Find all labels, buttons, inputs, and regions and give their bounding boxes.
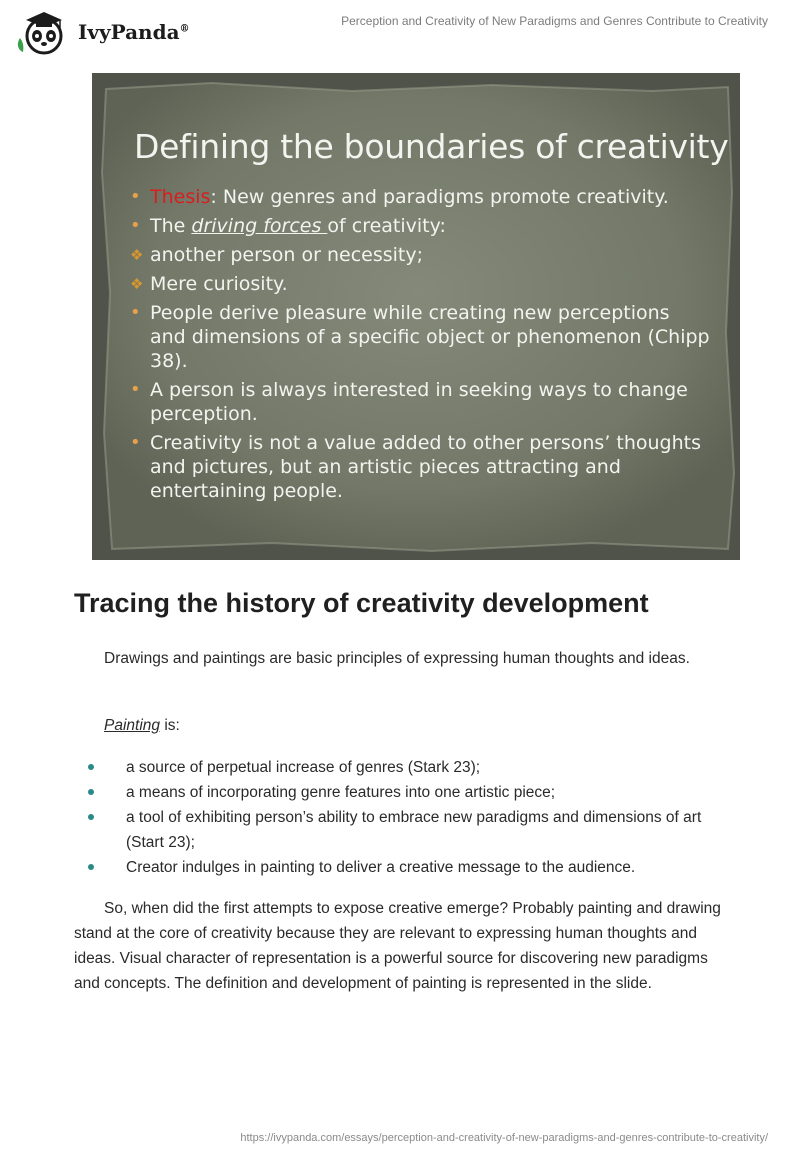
slide-item-creativity-value: • Creativity is not a value added to other persons’ thoughts and pictures, but an artistic pieces attracting and entertaining people. <box>130 432 702 502</box>
slide-subitem-curiosity: ❖ Mere curiosity. <box>130 273 288 295</box>
bullet-dot-icon: • <box>130 215 141 236</box>
slide-subitem-necessity: ❖ another person or necessity; <box>130 244 424 266</box>
bullet-dot-icon: • <box>130 186 141 207</box>
slide-item-thesis: • Thesis: New genres and paradigms promote creativity. <box>130 186 669 208</box>
slide-title: Defining the boundaries of creativity <box>134 127 729 166</box>
bullet-icon <box>88 864 94 870</box>
bullet-icon <box>88 814 94 820</box>
paragraph-history: So, when did the first attempts to expose creative emerge? Probably painting and drawing stand at the core of creativity because they are relevant to expressing human thoughts and ideas. Visual character of representation is a powerful source for discovering new paradigms and concepts. The definition and development of painting is represented in the slide. <box>74 900 721 992</box>
logo-text: IvyPanda® <box>78 20 190 44</box>
driving-forces-term: driving forces <box>191 215 328 237</box>
list-item: Creator indulges in painting to deliver a creative message to the audience. <box>74 855 734 880</box>
list-item: a source of perpetual increase of genres (Stark 23); <box>74 755 734 780</box>
page-title: Perception and Creativity of New Paradigms and Genres Contribute to Creativity <box>341 14 768 28</box>
diamond-bullet-icon: ❖ <box>130 275 144 293</box>
slide-item-pleasure: • People derive pleasure while creating new perceptions and dimensions of a specific object or phenomenon (Chipp 38). <box>130 302 710 372</box>
site-header <box>0 0 800 62</box>
bullet-dot-icon: • <box>130 379 141 400</box>
leaf-icon <box>18 38 24 52</box>
slide-item-interest: • A person is always interested in seeking ways to change perception. <box>130 379 688 425</box>
bullet-dot-icon: • <box>130 302 141 323</box>
diamond-bullet-icon: ❖ <box>130 246 144 264</box>
bullet-dot-icon: • <box>130 432 141 453</box>
paragraph-painting-is: Painting is: <box>104 717 180 734</box>
bullet-icon <box>88 789 94 795</box>
painting-bullet-list <box>74 755 734 880</box>
section-heading: Tracing the history of creativity development <box>74 588 649 618</box>
paragraph-intro: Drawings and paintings are basic principles of expressing human thoughts and ideas. <box>104 650 690 667</box>
slide-bullet-list <box>130 185 710 508</box>
list-item: a tool of exhibiting person’s ability to embrace new paradigms and dimensions of art (Start 23); <box>74 805 734 855</box>
source-url[interactable]: https://ivypanda.com/essays/perception-and-creativity-of-new-paradigms-and-genres-contribute-to-creativity/ <box>240 1132 768 1144</box>
panda-logo-icon <box>14 8 74 58</box>
painting-term: Painting <box>104 717 161 734</box>
ivypanda-logo[interactable] <box>14 8 204 58</box>
list-item: a means of incorporating genre features into one artistic piece; <box>74 780 734 805</box>
thesis-label: Thesis <box>150 186 211 208</box>
presentation-slide <box>92 73 740 560</box>
bullet-icon <box>88 764 94 770</box>
slide-item-driving-forces: • The driving forces of creativity: <box>130 215 446 237</box>
